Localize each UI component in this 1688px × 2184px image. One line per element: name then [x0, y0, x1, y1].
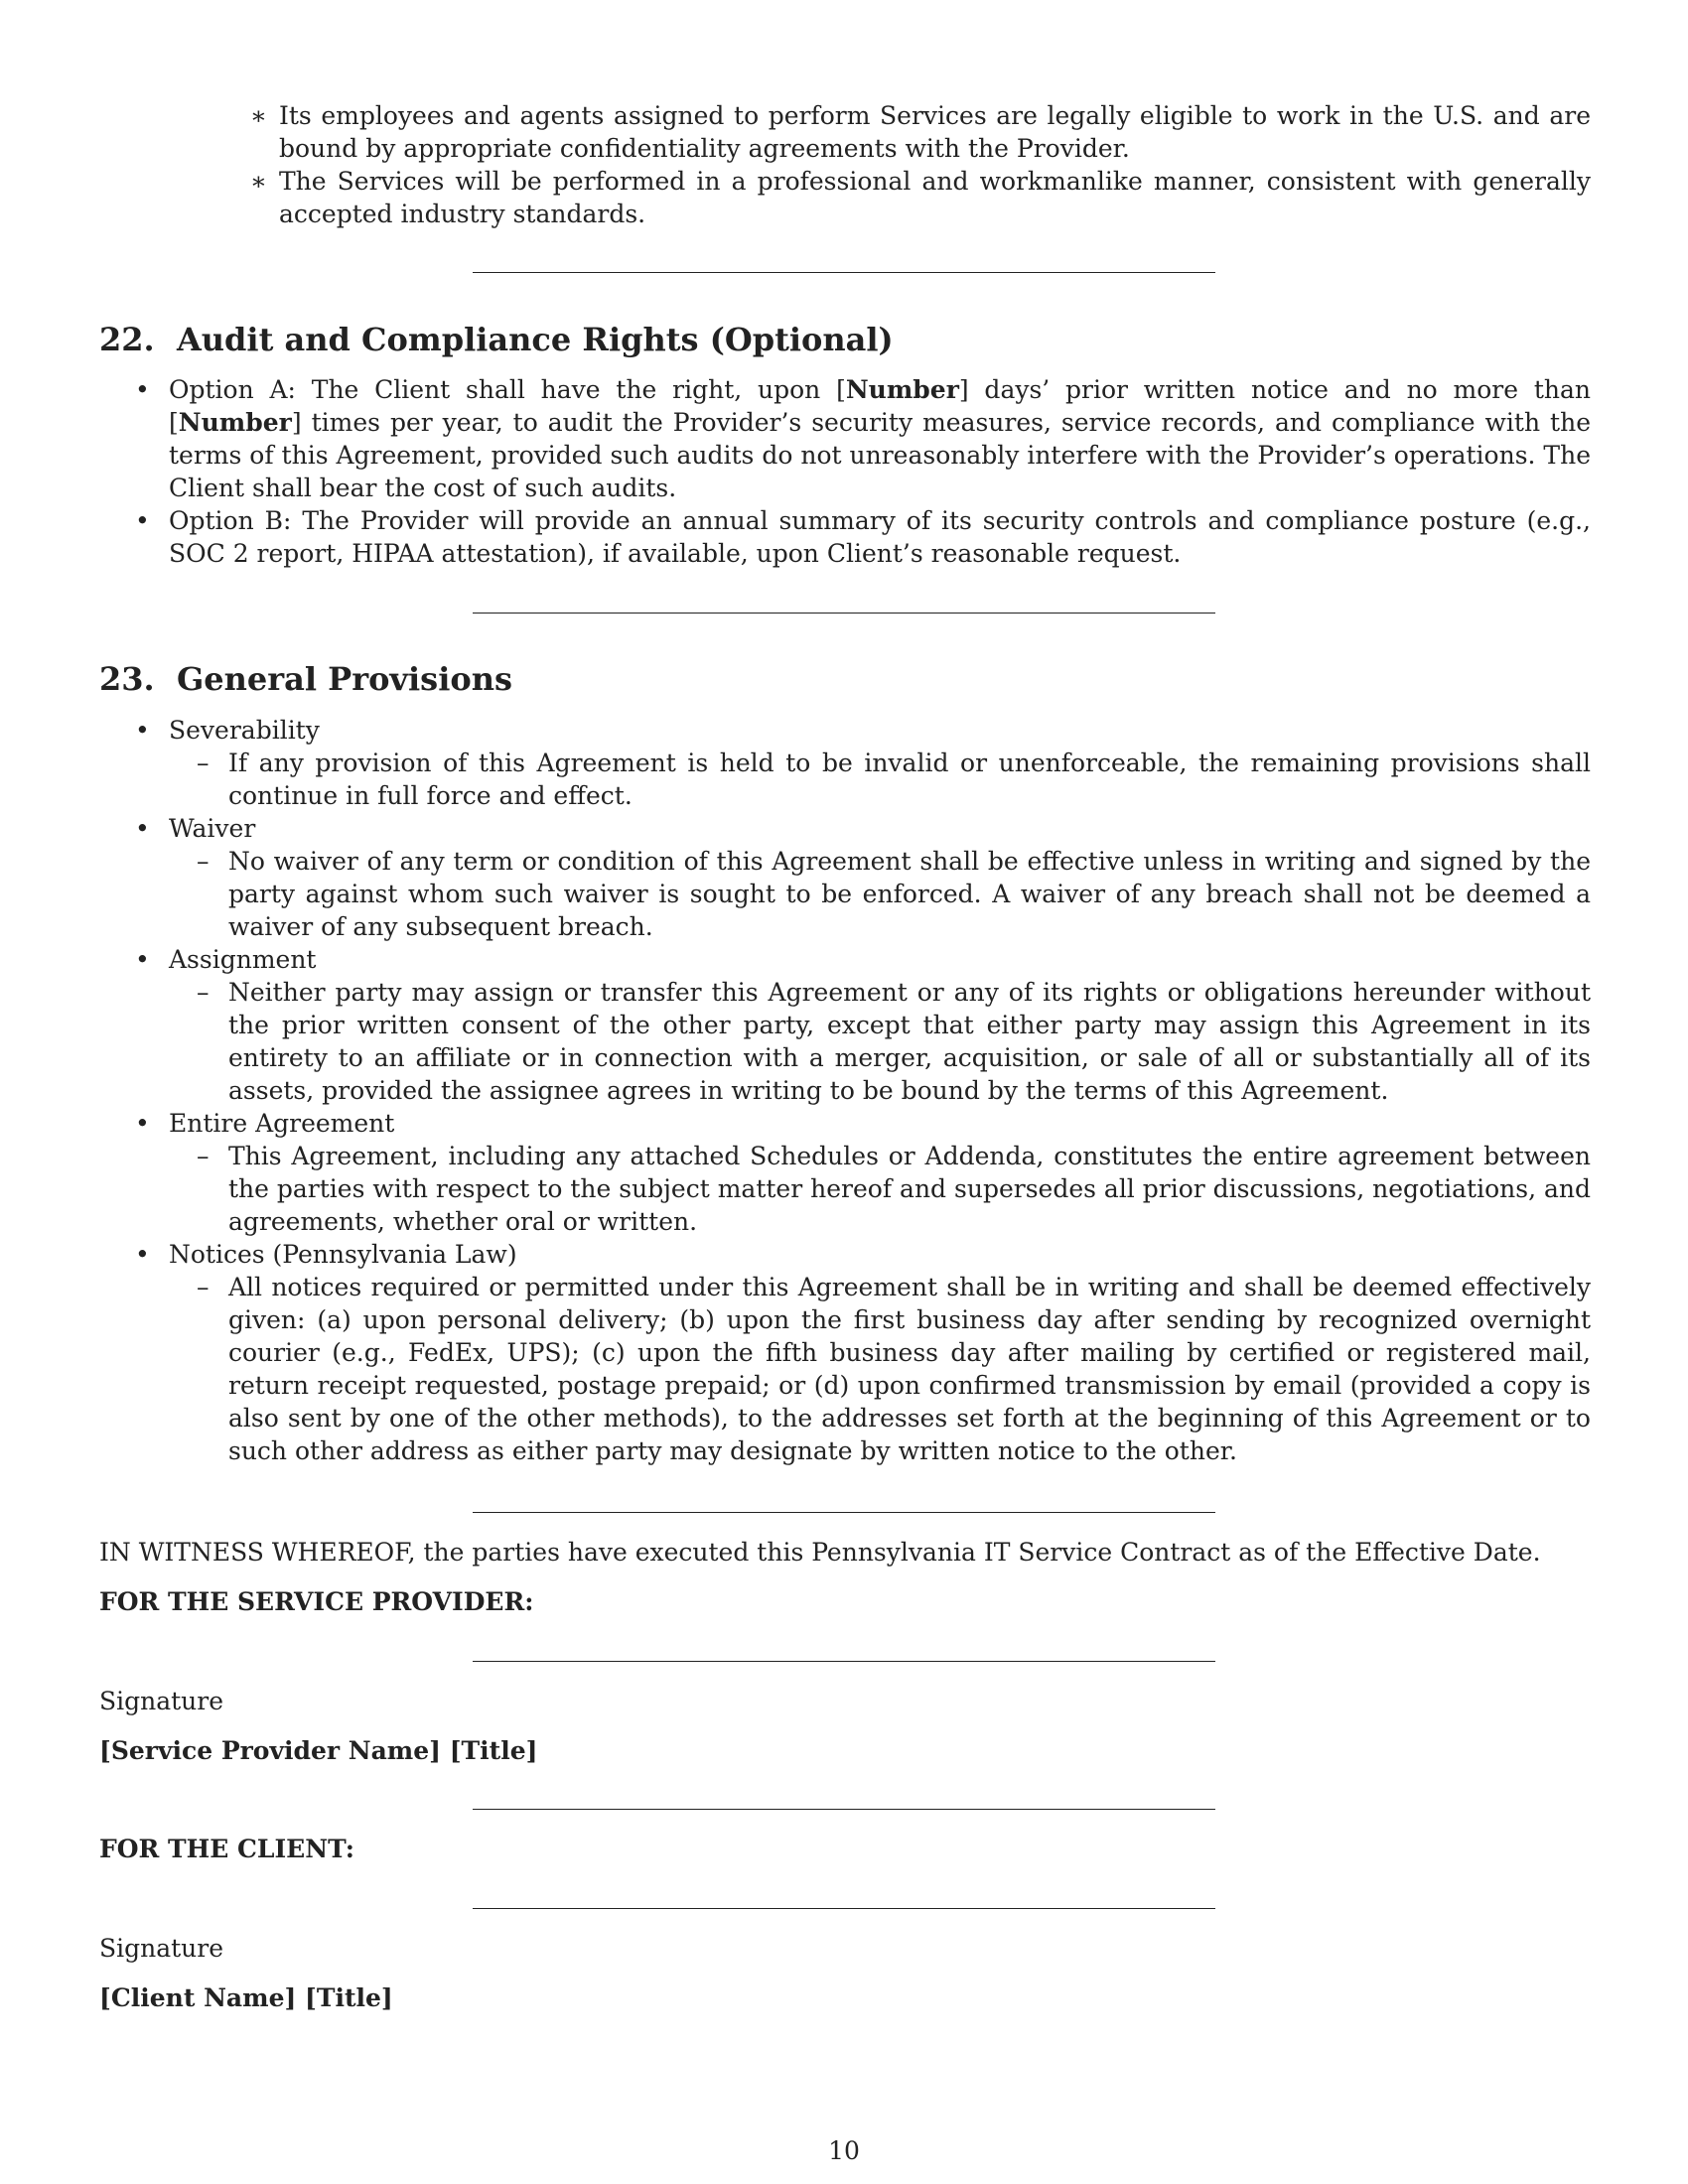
- provision-entire-agreement: • Entire Agreement: [135, 1109, 395, 1138]
- section-23-provisions: [99, 714, 1591, 1467]
- dash-marker: –: [197, 1273, 210, 1301]
- dash-marker: –: [197, 749, 210, 777]
- provider-name-title: [Service Provider Name] [Title]: [99, 1736, 538, 1765]
- section-22-options: [99, 373, 1591, 570]
- provision-text: – Neither party may assign or transfer this Agreement or any of its rights or obligations hereunder without the prior written consent of the other party, except that either party may assign this Agreement in its entirety to an affiliate or in connection with a merger, acquisition, or sale of all or substantially all of its assets, provided the assignee agrees in writing to be bound by the terms of this Agreement.: [197, 978, 1591, 1105]
- provider-heading: FOR THE SERVICE PROVIDER:: [99, 1587, 534, 1616]
- dash-marker: –: [197, 1142, 210, 1170]
- bullet-marker: •: [135, 375, 150, 404]
- bullet-marker: •: [135, 1109, 150, 1138]
- bullet-marker: •: [135, 716, 150, 745]
- provision-text: – No waiver of any term or condition of this Agreement shall be effective unless in writing and signed by the party against whom such waiver is sought to be enforced. A waiver of any breach shall not be deemed a waiver of any subsequent breach.: [197, 847, 1591, 941]
- provision-severability: • Severability: [135, 716, 320, 745]
- provider-signature-label: Signature: [99, 1687, 224, 1715]
- provision-assignment: • Assignment: [135, 945, 317, 974]
- page-number: 10: [828, 2136, 860, 2165]
- client-signature-label: Signature: [99, 1934, 224, 1963]
- asterisk-marker: ∗: [250, 167, 267, 196]
- horizontal-rule: [473, 613, 1215, 614]
- witness-statement: IN WITNESS WHEREOF, the parties have executed this Pennsylvania IT Service Contract as of the Effective Date.: [99, 1538, 1541, 1567]
- provision-waiver: • Waiver: [135, 814, 256, 843]
- client-name-title: [Client Name] [Title]: [99, 1983, 393, 2012]
- intro-bullet-list: [99, 99, 1591, 230]
- option-a-item: • Option A: The Client shall have the right, upon [Number] days’ prior written notice and no more than [Number] times per year, to audit the Provider’s security measures, service records, and compliance with the terms of this Agreement, provided such audits do not unreasonably interfere with the Provider’s operations. The Client shall bear the cost of such audits.: [135, 375, 1591, 502]
- horizontal-rule: [473, 1512, 1215, 1513]
- bullet-marker: •: [135, 814, 150, 843]
- dash-marker: –: [197, 978, 210, 1007]
- provision-text: – All notices required or permitted under this Agreement shall be in writing and shall be deemed effectively given: (a) upon personal delivery; (b) upon the first business day after sending by recognized overnight courier (e.g., FedEx, UPS); (c) upon the fifth business day after mailing by certified or registered mail, return receipt requested, postage prepaid; or (d) upon confirmed transmission by email (provided a copy is also sent by one of the other methods), to the addresses set forth at the beginning of this Agreement or to such other address as either party may designate by written notice to the other.: [197, 1273, 1591, 1465]
- provision-notices: • Notices (Pennsylvania Law): [135, 1240, 517, 1269]
- list-item: ∗ The Services will be performed in a professional and workmanlike manner, consistent with generally accepted industry standards.: [250, 167, 1591, 228]
- horizontal-rule: [473, 272, 1215, 273]
- client-heading: FOR THE CLIENT:: [99, 1835, 355, 1863]
- bullet-marker: •: [135, 945, 150, 974]
- section-22-heading: 22. Audit and Compliance Rights (Optional): [99, 321, 894, 358]
- horizontal-rule: [473, 1809, 1215, 1810]
- provision-text: – This Agreement, including any attached Schedules or Addenda, constitutes the entire agreement between the parties with respect to the subject matter hereof and supersedes all prior discussions, negotiations, and agreements, whether oral or written.: [197, 1142, 1591, 1236]
- asterisk-marker: ∗: [250, 101, 267, 130]
- bullet-marker: •: [135, 1240, 150, 1269]
- provision-text: – If any provision of this Agreement is held to be invalid or unenforceable, the remaining provisions shall continue in full force and effect.: [197, 749, 1591, 810]
- dash-marker: –: [197, 847, 210, 876]
- option-b-item: • Option B: The Provider will provide an annual summary of its security controls and compliance posture (e.g., SOC 2 report, HIPAA attestation), if available, upon Client’s reasonable request.: [135, 506, 1591, 568]
- bullet-marker: •: [135, 506, 150, 535]
- client-signature-line: [473, 1908, 1215, 1909]
- list-item: ∗ Its employees and agents assigned to perform Services are legally eligible to work in the U.S. and are bound by appropriate confidentiality agreements with the Provider.: [250, 101, 1591, 163]
- section-23-heading: 23. General Provisions: [99, 660, 512, 698]
- provider-signature-line: [473, 1661, 1215, 1662]
